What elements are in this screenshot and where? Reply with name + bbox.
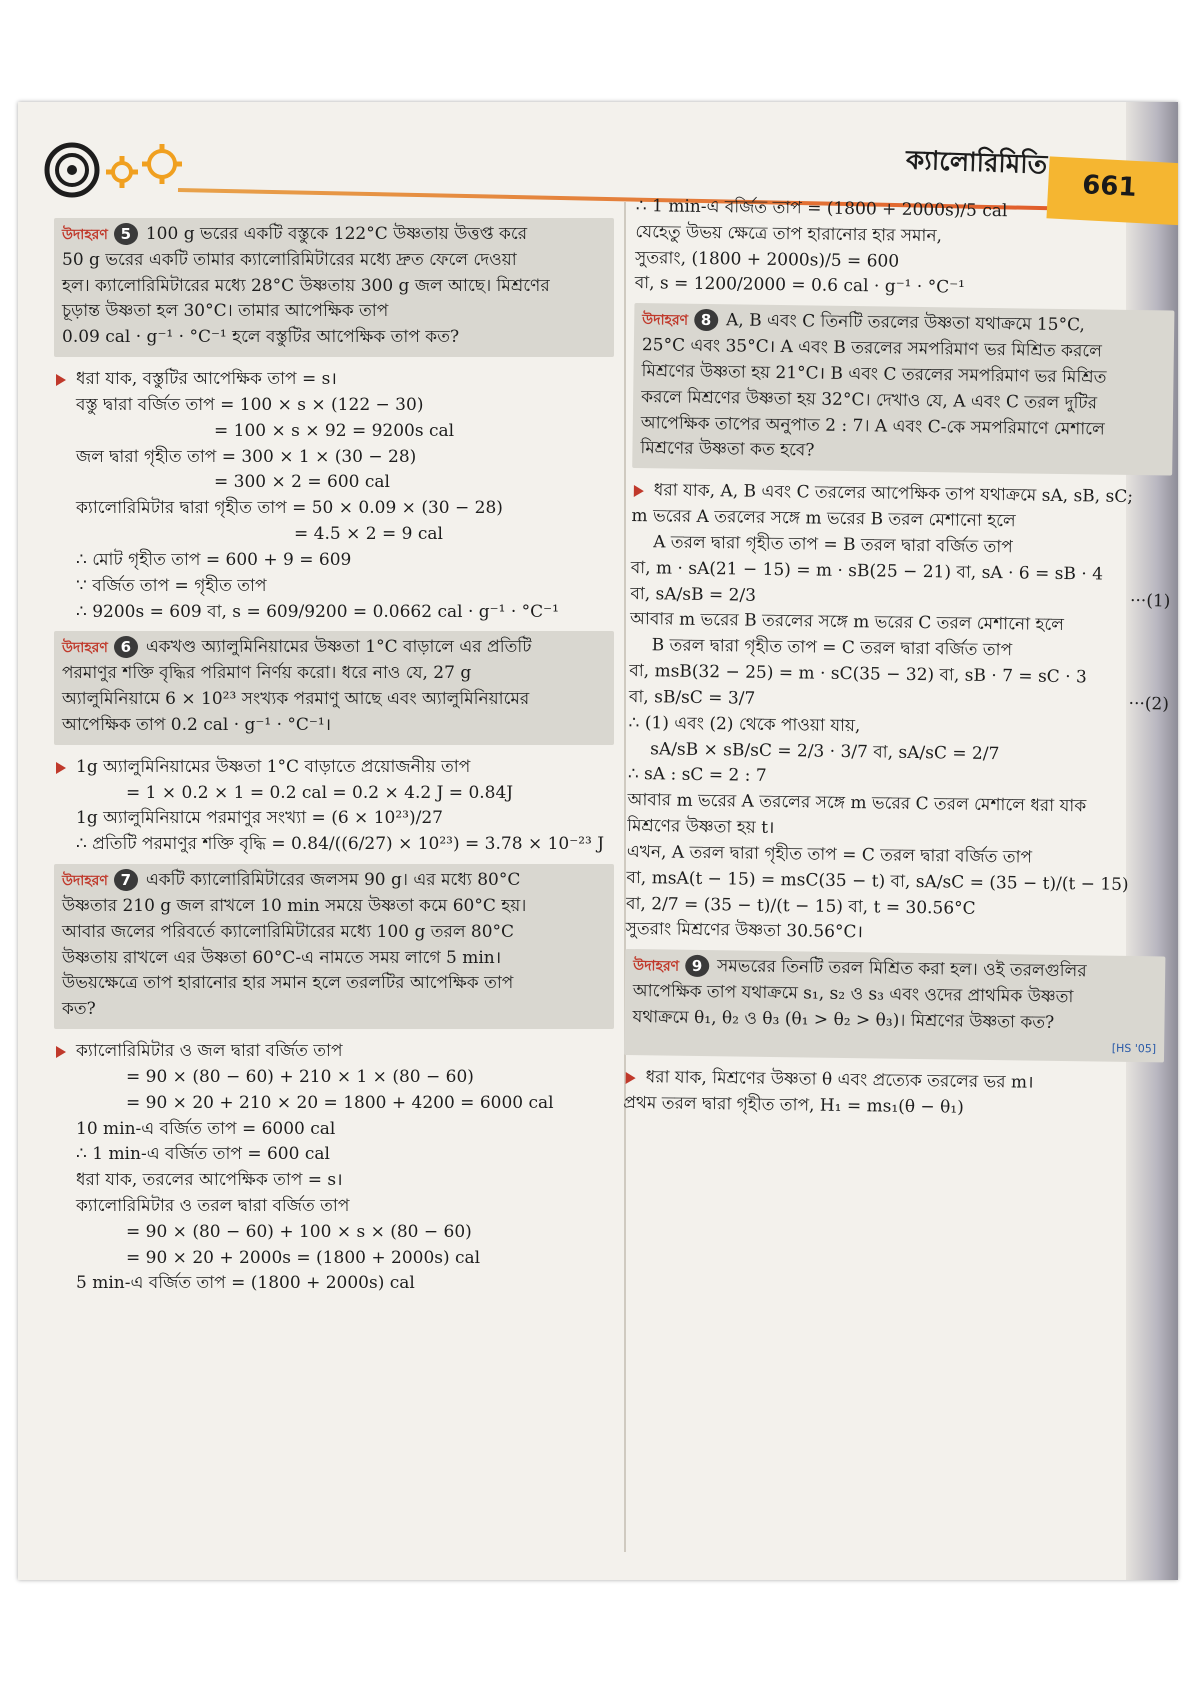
solution-line: ∴ 1 min-এ বর্জিত তাপ = (1800 + 2000s)/5 cal (635, 195, 1008, 222)
problem-line: করলে মিশ্রণের উষ্ণতা হয় 32°C। দেখাও যে, A এবং C তরল দুটির (641, 386, 1098, 414)
solution-line: বা, m · sA(21 − 15) = m · sB(25 − 21) বা, sA · 6 = sB · 4 (630, 557, 1104, 585)
solution-line: বা, sB/sC = 3/7 (628, 686, 756, 709)
problem-line: আবার জলের পরিবর্তে ক্যালোরিমিটারের মধ্যে 100 g তরল 80°C (62, 921, 515, 942)
problem-line: একখণ্ড অ্যালুমিনিয়ামের উষ্ণতা 1°C বাড়ালে এর প্রতিটি (145, 637, 532, 658)
solution-line: ∴ প্রতিটি পরমাণুর শক্তি বৃদ্ধি = 0.84/((6/27) × 10²³) = 3.78 × 10⁻²³ J (76, 834, 605, 855)
example-label: উদাহরণ (633, 958, 680, 975)
solution-line: m ভরের A তরলের সঙ্গে m ভরের B তরল মেশানো হলে (631, 506, 1016, 532)
example-8-problem (632, 303, 1174, 475)
problem-line: 0.09 cal · g⁻¹ · °C⁻¹ হলে বস্তুটির আপেক্ষিক তাপ কত? (62, 327, 460, 348)
problem-line: মিশ্রণের উষ্ণতা কত হবে? (640, 438, 815, 461)
solution-line: জল দ্বারা গৃহীত তাপ = 300 × 1 × (30 − 28) (76, 446, 417, 467)
problem-line: আপেক্ষিক তাপ যথাক্রমে s₁, s₂ ও s₃ এবং ওদের প্রাথমিক উষ্ণতা (632, 981, 1074, 1008)
solution-line: আবার m ভরের A তরলের সঙ্গে m ভরের C তরল মেশালে ধরা যাক (627, 790, 1087, 817)
solution-line: = 90 × (80 − 60) + 210 × 1 × (80 − 60) (126, 1066, 474, 1087)
example-label: উদাহরণ (642, 312, 689, 330)
solution-line: 5 min-এ বর্জিত তাপ = (1800 + 2000s) cal (76, 1273, 415, 1294)
solution-line: যেহেতু উভয় ক্ষেত্রে তাপ হারানোর হার সমান, (635, 221, 943, 247)
solution-line: সুতরাং মিশ্রণের উষ্ণতা 30.56°C। (625, 919, 864, 943)
solution-line: ∵ বর্জিত তাপ = গৃহীত তাপ (76, 575, 267, 596)
solution-line: = 1 × 0.2 × 1 = 0.2 cal = 0.2 × 4.2 J = 0.84J (126, 782, 514, 803)
solution-line: ∴ 1 min-এ বর্জিত তাপ = 600 cal (76, 1144, 330, 1165)
solution-line: আবার m ভরের B তরলের সঙ্গে m ভরের C তরল মেশানো হলে (629, 609, 1065, 636)
solution-line: 10 min-এ বর্জিত তাপ = 6000 cal (76, 1118, 336, 1139)
solution-line: = 90 × 20 + 210 × 20 = 1800 + 4200 = 6000 cal (126, 1092, 554, 1113)
chapter-title: ক্যালোরিমিতি (905, 145, 1048, 181)
solution-line: A তরল দ্বারা গৃহীত তাপ = B তরল দ্বারা বর্জিত তাপ (653, 532, 1013, 558)
problem-line: আপেক্ষিক তাপের অনুপাত 2 : 7। A এবং C-কে সমপরিমাণে মেশালে (640, 412, 1105, 440)
equation-ref: ···(2) (1128, 693, 1170, 715)
solution-line: বা, s = 1200/2000 = 0.6 cal · g⁻¹ · °C⁻¹ (634, 273, 966, 299)
solution-line: 1g অ্যালুমিনিয়ামের উষ্ণতা 1°C বাড়াতে প্রয়োজনীয় তাপ (54, 755, 614, 781)
solution-line: বা, msA(t − 15) = msC(35 − t) বা, sA/sC = (35 − t)/(t − 15) (626, 867, 1129, 895)
right-column (623, 194, 1176, 1124)
solution-line: ∴ (1) এবং (2) থেকে পাওয়া যায়, (628, 712, 861, 736)
solution-line: ধরা যাক, বস্তুটির আপেক্ষিক তাপ = s। (54, 367, 614, 393)
solution-line: = 300 × 2 = 600 cal (214, 472, 390, 493)
left-column (54, 212, 614, 1297)
equation-ref: ···(1) (1129, 590, 1171, 612)
example-number: 7 (114, 869, 138, 891)
solution-line: = 100 × s × 92 = 9200s cal (214, 420, 455, 441)
example-7-problem (54, 864, 614, 1029)
problem-line: অ্যালুমিনিয়ামে 6 × 10²³ সংখ্যক পরমাণু আছে এবং অ্যালুমিনিয়ামের (62, 689, 530, 710)
solution-line: ধরা যাক, মিশ্রণের উষ্ণতা θ এবং প্রত্যেক তরলের ভর m। (623, 1065, 1163, 1098)
exam-tag: [HS '05] (1111, 1041, 1157, 1056)
problem-line: চূড়ান্ত উষ্ণতা হল 30°C। তামার আপেক্ষিক তাপ (62, 301, 389, 322)
solution-line: sA/sB × sB/sC = 2/3 · 3/7 বা, sA/sC = 2/7 (650, 738, 1000, 764)
solution-line: ∴ মোট গৃহীত তাপ = 600 + 9 = 609 (76, 549, 352, 570)
problem-line: 25°C এবং 35°C। A এবং B তরলের সমপরিমাণ ভর মিশ্রিত করলে (641, 335, 1103, 362)
solution-line: সুতরাং, (1800 + 2000s)/5 = 600 (634, 247, 900, 272)
example-number: 8 (694, 309, 718, 331)
example-label: উদাহরণ (62, 227, 108, 243)
problem-line: মিশ্রণের উষ্ণতা হয় 21°C। B এবং C তরলের সমপরিমাণ ভর মিশ্রিত (641, 361, 1107, 388)
example-number: 6 (114, 636, 138, 658)
solution-line: বা, 2/7 = (35 − t)/(t − 15) বা, t = 30.56°C (625, 893, 976, 919)
example-number: 5 (114, 223, 138, 245)
problem-line: 100 g ভরের একটি বস্তুকে 122°C উষ্ণতায় উত্তপ্ত করে (145, 224, 528, 244)
problem-line: হল। ক্যালোরিমিটারের মধ্যে 28°C উষ্ণতায় 300 g জল আছে। মিশ্রণের (62, 275, 550, 296)
solution-line: = 4.5 × 2 = 9 cal (294, 524, 443, 545)
solution-line: ক্যালোরিমিটার ও জল দ্বারা বর্জিত তাপ (54, 1039, 614, 1065)
solution-line: = 90 × 20 + 2000s = (1800 + 2000s) cal (126, 1247, 481, 1268)
solution-line: মিশ্রণের উষ্ণতা হয় t। (627, 815, 775, 839)
solution-line: বা, msB(32 − 25) = m · sC(35 − 32) বা, sB · 7 = sC · 3 (629, 661, 1087, 688)
example-label: উদাহরণ (62, 873, 108, 890)
example-label: উদাহরণ (62, 640, 108, 657)
solution-line: = 90 × (80 − 60) + 100 × s × (80 − 60) (126, 1221, 472, 1242)
example-number: 9 (685, 955, 709, 977)
solution-line: ধরা যাক, তরলের আপেক্ষিক তাপ = s। (76, 1170, 343, 1191)
problem-line: উষ্ণতায় রাখলে এর উষ্ণতা 60°C-এ নামতে সময় লাগে 5 min। (62, 947, 502, 968)
solution-line: ক্যালোরিমিটার ও তরল দ্বারা বর্জিত তাপ (76, 1195, 350, 1216)
solution-line: ধরা যাক, A, B এবং C তরলের আপেক্ষিক তাপ যথাক্রমে sA, sB, sC; (632, 478, 1172, 511)
solution-line: B তরল দ্বারা গৃহীত তাপ = C তরল দ্বারা বর্জিত তাপ (651, 635, 1013, 661)
problem-line: উষ্ণতার 210 g জল রাখলে 10 min সময়ে উষ্ণতা কমে 60°C হয়। (62, 895, 527, 916)
problem-line: একটি ক্যালোরিমিটারের জলসম 90 g। এর মধ্যে 80°C (145, 870, 521, 891)
example-6-problem (54, 631, 614, 744)
problem-line: কত? (62, 999, 96, 1020)
example-5-problem (54, 218, 614, 357)
problem-line: উভয়ক্ষেত্রে তাপ হারানোর হার সমান হলে তরলটির আপেক্ষিক তাপ (62, 973, 514, 994)
solution-line: বস্তু দ্বারা বর্জিত তাপ = 100 × s × (122 − 30) (76, 394, 424, 415)
solution-line: ∴ sA : sC = 2 : 7 (627, 764, 767, 787)
problem-line: পরমাণুর শক্তি বৃদ্ধির পরিমাণ নির্ণয় করো। ধরে নাও যে, 27 g (62, 663, 472, 684)
solution-line: ক্যালোরিমিটার দ্বারা গৃহীত তাপ = 50 × 0.09 × (30 − 28) (76, 498, 503, 519)
solution-line: ∴ 9200s = 609 বা, s = 609/9200 = 0.0662 cal · g⁻¹ · °C⁻¹ (76, 601, 559, 622)
problem-line: A, B এবং C তিনটি তরলের উষ্ণতা যথাক্রমে 15°C, (725, 310, 1086, 336)
book-page (18, 102, 1178, 1580)
problem-line: আপেক্ষিক তাপ 0.2 cal · g⁻¹ · °C⁻¹। (62, 714, 332, 735)
solution-line: বা, sA/sB = 2/3 (630, 583, 757, 606)
solution-line: প্রথম তরল দ্বারা গৃহীত তাপ, H₁ = ms₁(θ − θ₁) (623, 1092, 964, 1118)
problem-line: সমভরের তিনটি তরল মিশ্রিত করা হল। ওই তরলগুলির (716, 956, 1087, 982)
problem-line: 50 g ভরের একটি তামার ক্যালোরিমিটারের মধ্যে দ্রুত ফেলে দেওয়া (62, 249, 517, 270)
problem-line: যথাক্রমে θ₁, θ₂ ও θ₃ (θ₁ > θ₂ > θ₃)। মিশ্রণের উষ্ণতা কত? (632, 1006, 1055, 1033)
solution-line: 1g অ্যালুমিনিয়ামে পরমাণুর সংখ্যা = (6 × 10²³)/27 (76, 808, 443, 829)
page-number: 661 (1081, 170, 1138, 203)
example-9-problem (624, 949, 1165, 1062)
solution-line: এখন, A তরল দ্বারা গৃহীত তাপ = C তরল দ্বারা বর্জিত তাপ (626, 841, 1033, 868)
